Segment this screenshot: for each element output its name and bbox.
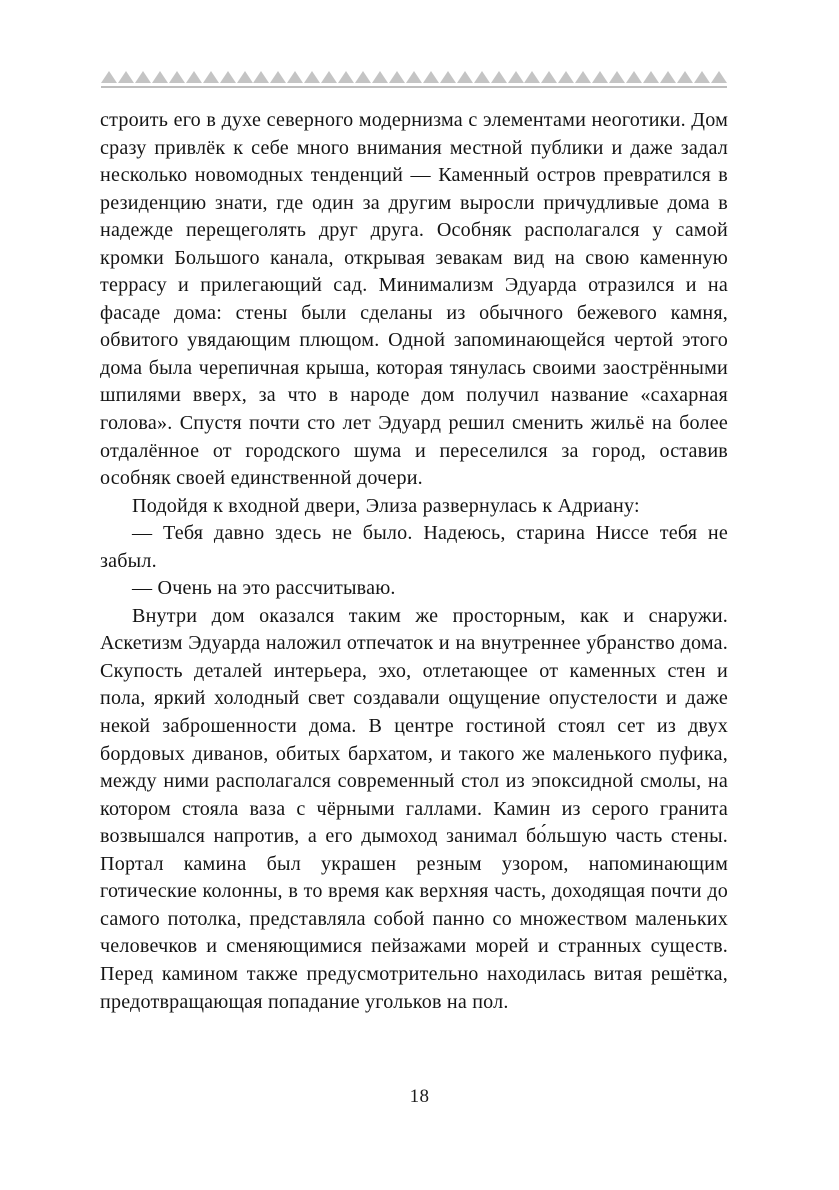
- ornament-triangle-icon: [355, 71, 371, 83]
- ornament-triangle-icon: [321, 71, 337, 83]
- header-ornament: [101, 70, 727, 92]
- ornament-triangle-icon: [660, 71, 676, 83]
- body-paragraph: строить его в духе северного модернизма с элементами неоготики. Дом сразу привлёк к себе много внимания местной публики и даже задал несколько новомодных тенденций — Каменный остров превратился в резиденцию знати, где один за другим выросли причудливые дома в надежде перещеголять друг друга. Особняк располагался у самой кромки Большого канала, открывая зевакам вид на свою каменную террасу и прилегающий сад. Минимализм Эдуарда отразился и на фасаде дома: стены были сделаны из обычного бежевого камня, обвитого увядающим плющом. Одной запоминающейся чертой этого дома была черепичная крыша, которая тянулась своими заострёнными шпилями вверх, за что в народе дом получил название «сахарная голова». Спустя почти сто лет Эдуард решил сменить жильё на более отдалённое от городского шума и переселился за город, оставив особняк своей единственной дочери.: [100, 109, 728, 490]
- ornament-triangle-icon: [186, 71, 202, 83]
- body-paragraph: — Тебя давно здесь не было. Надеюсь, старина Ниссе тебя не забыл.: [100, 522, 728, 572]
- ornament-triangle-icon: [575, 71, 591, 83]
- ornament-triangle-icon: [203, 71, 219, 83]
- ornament-horizontal-rule: [101, 86, 727, 88]
- ornament-triangle-icon: [677, 71, 693, 83]
- ornament-triangle-icon: [304, 71, 320, 83]
- ornament-triangle-icon: [237, 71, 253, 83]
- ornament-triangle-icon: [270, 71, 286, 83]
- ornament-triangle-icon: [592, 71, 608, 83]
- ornament-triangle-icon: [609, 71, 625, 83]
- ornament-triangle-icon: [508, 71, 524, 83]
- ornament-triangle-icon: [643, 71, 659, 83]
- ornament-triangle-icon: [406, 71, 422, 83]
- ornament-triangle-icon: [169, 71, 185, 83]
- ornament-triangle-icon: [118, 71, 134, 83]
- ornament-triangle-icon: [457, 71, 473, 83]
- ornament-triangle-icon: [253, 71, 269, 83]
- body-paragraph: Подойдя к входной двери, Элиза развернулась к Адриану:: [132, 494, 640, 517]
- body-paragraph: Внутри дом оказался таким же просторным, как и снаружи. Аскетизм Эдуарда наложил отпечаток и на внутреннее убранство дома. Скупость деталей интерьера, эхо, отлетающее от каменных стен и пола, яркий холодный свет создавали ощущение опустелости и даже некой заброшенности дома. В центре гостиной стоял сет из двух бордовых диванов, обитых бархатом, и такого же маленького пуфика, между ними располагался современный стол из эпоксидной смолы, на котором стояла ваза с чёрными галлами. Камин из серого гранита возвышался напротив, а его дымоход занимал бо́льшую часть стены. Портал камина был украшен резным узором, напоминающим готические колонны, в то время как верхняя часть, доходящая почти до самого потолка, представляла собой панно со множеством маленьких человечков и сменяющимися пейзажами морей и странных существ. Перед камином также предусмотрительно находилась витая решётка, предотвращающая попадание угольков на пол.: [100, 604, 728, 1013]
- ornament-triangle-icon: [338, 71, 354, 83]
- ornament-triangle-icon: [135, 71, 151, 83]
- ornament-triangle-icon: [152, 71, 168, 83]
- ornament-triangle-icon: [558, 71, 574, 83]
- ornament-triangle-icon: [711, 71, 727, 83]
- ornament-triangle-icon: [694, 71, 710, 83]
- page-number: 18: [409, 1086, 430, 1107]
- ornament-triangle-icon: [626, 71, 642, 83]
- ornament-triangle-icon: [372, 71, 388, 83]
- ornament-triangle-icon: [440, 71, 456, 83]
- ornament-triangle-icon: [423, 71, 439, 83]
- ornament-triangle-icon: [474, 71, 490, 83]
- ornament-triangle-icon: [101, 71, 117, 83]
- ornament-triangle-icon: [287, 71, 303, 83]
- body-paragraph: — Очень на это рассчитываю.: [132, 577, 396, 600]
- ornament-triangle-icon: [220, 71, 236, 83]
- ornament-triangle-icon: [524, 71, 540, 83]
- ornament-triangle-icon: [491, 71, 507, 83]
- ornament-triangle-icon: [389, 71, 405, 83]
- ornament-triangle-row: [101, 70, 727, 83]
- body-text-column: [100, 107, 728, 1016]
- ornament-triangle-icon: [541, 71, 557, 83]
